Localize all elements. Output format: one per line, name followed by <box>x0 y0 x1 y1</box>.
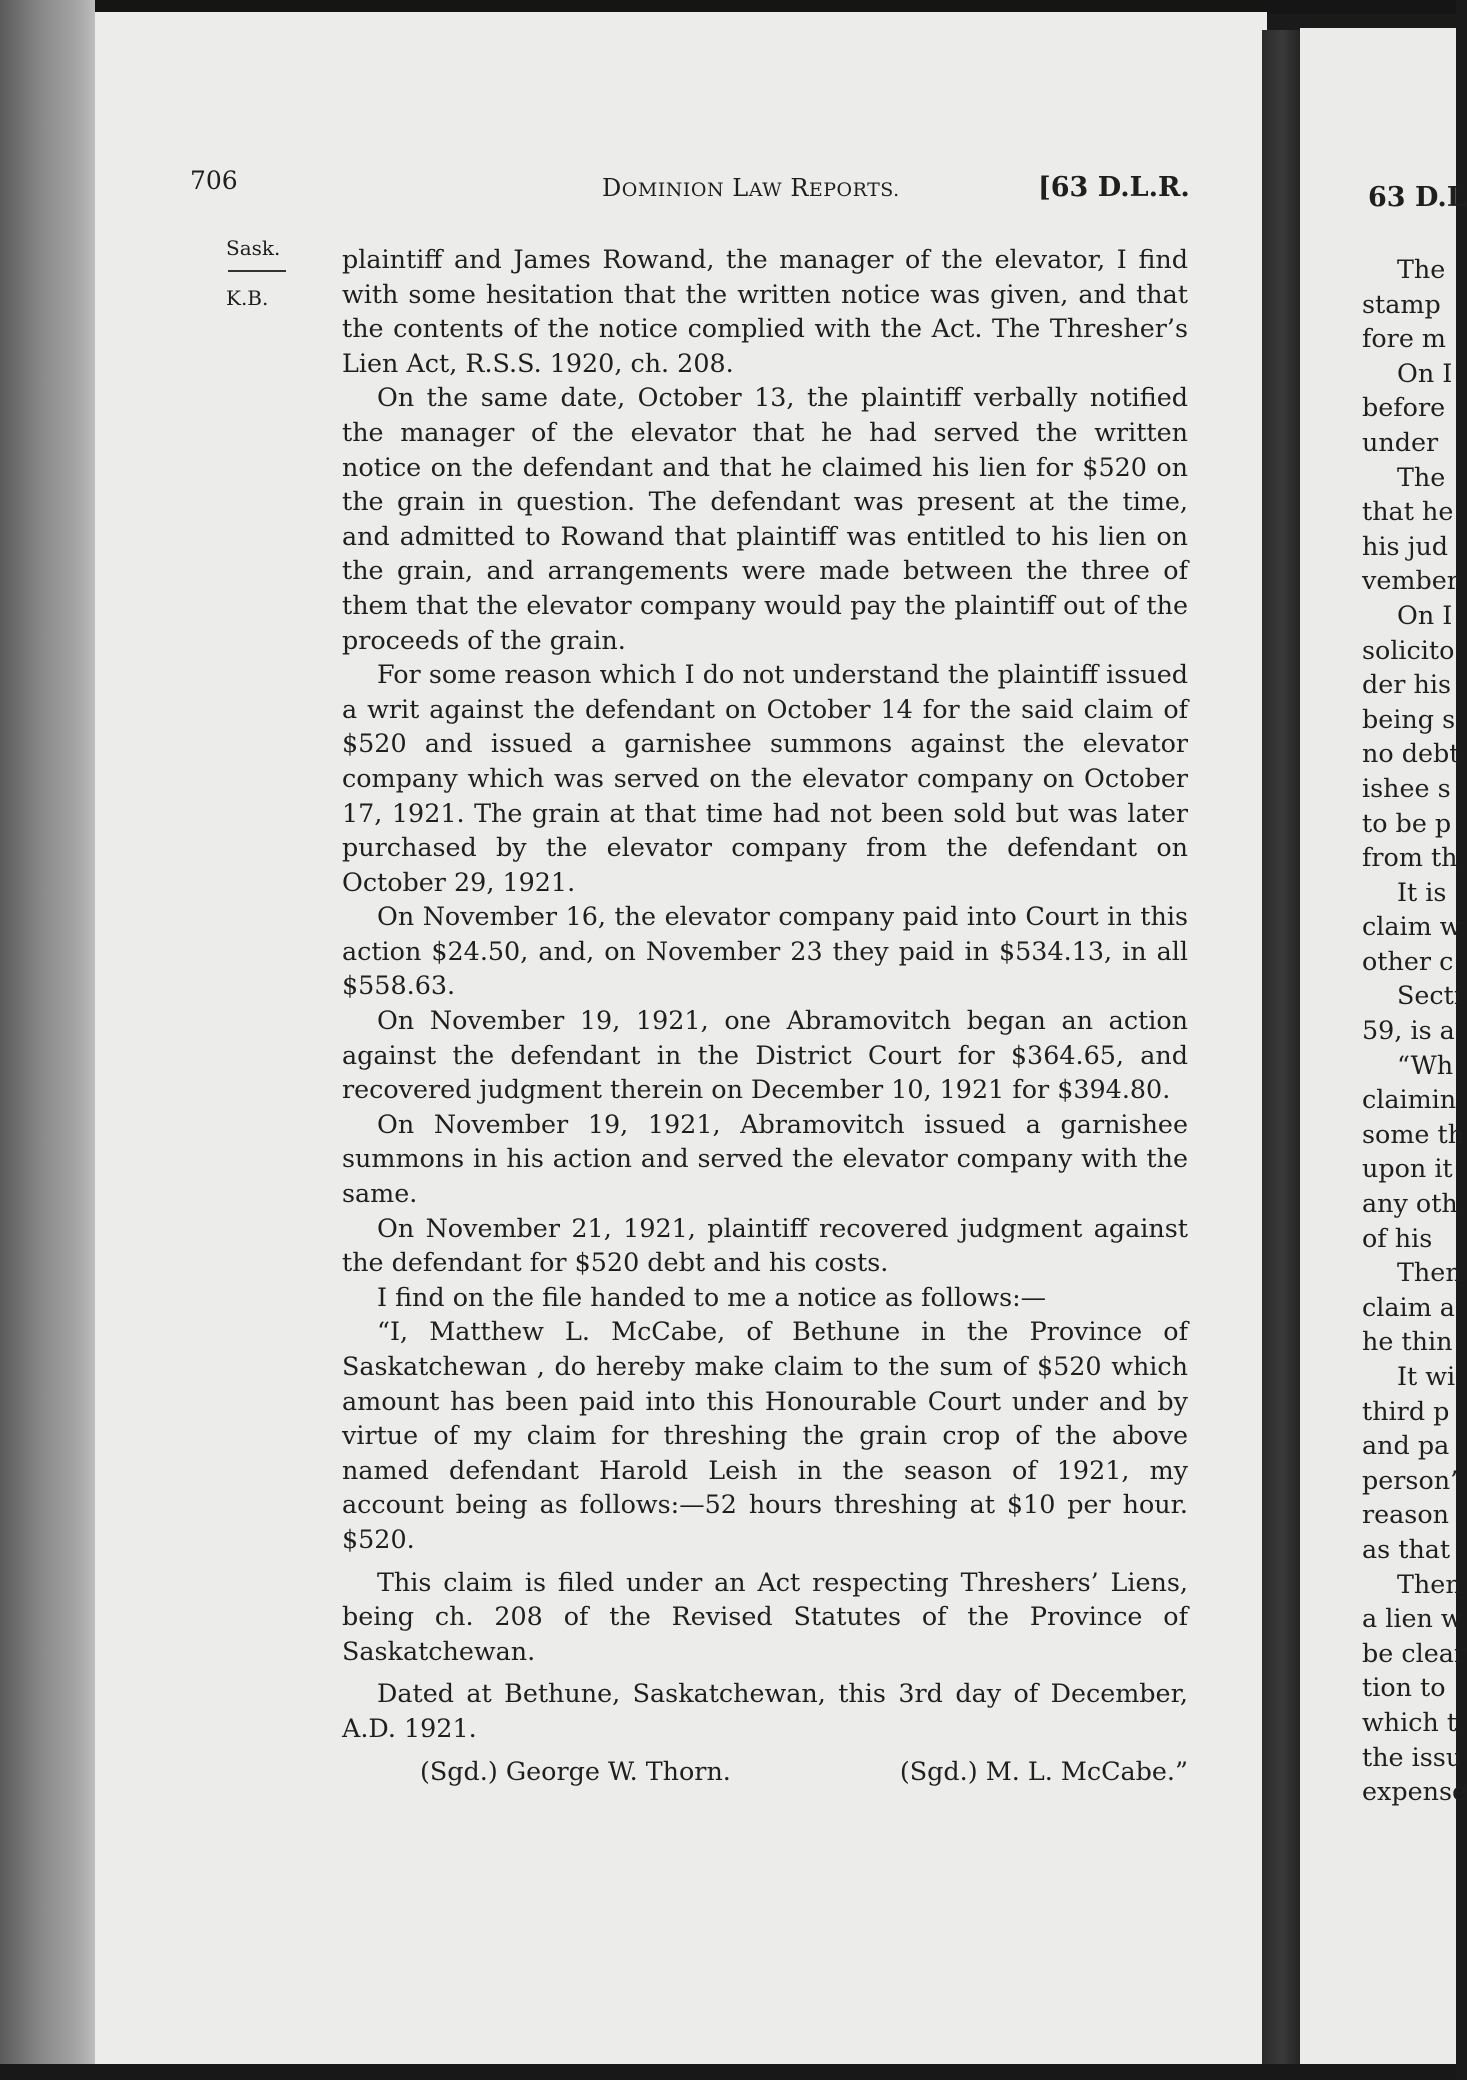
book-spine <box>0 0 95 2080</box>
running-title-initial: D <box>602 174 622 202</box>
paragraph: On the same date, October 13, the plaintiff verbally notified the manager of the elevator that he had served the written notice on the defendant and that he claimed his lien for $520 on the grain in question. The defendant was present at the time, and admitted to Rowand that plaintiff was entitled to his lien on the grain, and arrangements were made between the three of them that the elevator company would pay the plaintiff out of the proceeds of the grain. <box>342 382 1188 655</box>
book-gutter <box>1262 30 1302 2070</box>
facing-page-line: tion to <box>1362 1672 1446 1703</box>
facing-page-line: Then <box>1397 1568 1462 1599</box>
page-number: 706 <box>190 166 238 195</box>
running-title-smallcaps: OMINION <box>621 179 725 201</box>
running-title-initial: R <box>790 174 809 202</box>
facing-page-text <box>1362 252 1467 1809</box>
volume-reference: [63 D.L.R. <box>1038 172 1190 203</box>
facing-page-line: On I <box>1397 599 1453 630</box>
facing-page-line: stamp <box>1362 288 1441 319</box>
scan-bottom-edge <box>0 2064 1456 2080</box>
facing-page-line: claim a <box>1362 1291 1455 1322</box>
claimant-signature: (Sgd.) M. L. McCabe.” <box>899 1755 1188 1786</box>
facing-page-line: It wi <box>1397 1361 1456 1391</box>
paragraph: plaintiff and James Rowand, the manager of the elevator, I find with some hesitation that the written notice was given, and that the contents of the notice complied with the Act. The Thresher’s Lien Act, R.S.S. 1920, ch. 208. <box>342 244 1188 378</box>
facing-page-line: third p <box>1362 1395 1450 1426</box>
facing-page-line: On I <box>1397 357 1453 388</box>
quoted-notice-date: Dated at Bethune, Saskatchewan, this 3rd day of December, A.D. 1921. <box>342 1678 1188 1743</box>
margin-note-court: Sask. <box>226 236 281 260</box>
facing-page-line: expense <box>1362 1776 1467 1807</box>
facing-page-line: of his <box>1362 1222 1433 1253</box>
facing-page-line: claimin <box>1362 1084 1457 1115</box>
facing-page-line: der his <box>1362 669 1451 700</box>
facing-page-line: The <box>1397 461 1446 492</box>
facing-page-line: “Wh <box>1397 1049 1454 1080</box>
witness-signature: (Sgd.) George W. Thorn. <box>420 1755 731 1786</box>
running-title-smallcaps: EPORTS. <box>808 179 900 201</box>
facing-page-line: being s <box>1362 703 1456 734</box>
facing-page-line: fore m <box>1362 323 1446 354</box>
facing-page-line: 59, is a <box>1362 1015 1455 1046</box>
paragraph: On November 19, 1921, one Abramovitch began an action against the defendant in the District Court for $364.65, and recovered judgment therein on December 10, 1921 for $394.80. <box>342 1005 1188 1105</box>
signature-row <box>342 1754 1188 1789</box>
facing-page-line: ishee s <box>1362 772 1451 803</box>
facing-page-line: some th <box>1362 1118 1465 1149</box>
facing-page-line: The <box>1397 254 1446 284</box>
facing-page-line: any oth <box>1362 1188 1458 1219</box>
quoted-notice: This claim is filed under an Act respecting Threshers’ Liens, being ch. 208 of the Revised Statutes of the Province of Saskatchewan. <box>342 1566 1188 1666</box>
facing-page-line: and pa <box>1362 1430 1450 1461</box>
facing-page-line: upon it <box>1362 1153 1453 1184</box>
facing-page-line: the issu <box>1362 1741 1463 1772</box>
facing-page-line: It is <box>1397 876 1447 907</box>
running-title-initial: L <box>732 174 749 202</box>
facing-page-line: he thin <box>1362 1326 1453 1357</box>
facing-page-line: his jud <box>1362 530 1449 561</box>
facing-page-line: under <box>1362 426 1439 457</box>
paragraph: For some reason which I do not understand the plaintiff issued a writ against the defendant on October 14 for the said claim of $520 and issued a garnishee summons against the elevator company which was served on the elevator company on October 17, 1921. The grain at that time had not been sold but was later purchased by the elevator company from the defendant on October 29, 1921. <box>342 659 1188 897</box>
running-title-smallcaps: AW <box>748 179 783 201</box>
facing-page-line: to be p <box>1362 807 1452 838</box>
judgment-text <box>342 242 1188 1788</box>
paragraph: On November 19, 1921, Abramovitch issued a garnishee summons in his action and served the elevator company with the same. <box>342 1108 1188 1209</box>
paragraph: On November 21, 1921, plaintiff recovered judgment against the defendant for $520 debt and his costs. <box>342 1212 1188 1278</box>
facing-page-line: that he <box>1362 496 1454 527</box>
facing-page-line: solicito <box>1362 634 1455 665</box>
paragraph: I find on the file handed to me a notice as follows:— <box>377 1281 1047 1312</box>
facing-page-line: claim w <box>1362 911 1462 942</box>
facing-page-line: vember <box>1362 565 1459 596</box>
facing-page-line: Secti <box>1397 980 1462 1011</box>
quoted-notice: “I, Matthew L. McCabe, of Bethune in the Province of Saskatchewan , do hereby make claim to the sum of $520 which amount has been paid into this Honourable Court under and by virtue of my claim for threshing the grain crop of the above named defendant Harold Leish in the season of 1921, my account being as follows:—52 hours threshing at $10 per hour. $520. <box>342 1316 1188 1554</box>
margin-rule <box>228 270 286 272</box>
facing-page-line: a lien w <box>1362 1603 1463 1634</box>
facing-page-line: Then <box>1397 1257 1462 1288</box>
facing-page-line: as that <box>1362 1533 1451 1564</box>
facing-page-line: before <box>1362 392 1446 423</box>
facing-page-line: person’ <box>1362 1464 1459 1495</box>
facing-page-line: from th <box>1362 842 1458 873</box>
facing-page-line: other c <box>1362 945 1454 976</box>
facing-page-line: reason <box>1362 1499 1449 1530</box>
facing-page-line: no debt <box>1362 738 1460 769</box>
facing-page-line: be clear <box>1362 1637 1466 1668</box>
margin-note-division: K.B. <box>226 286 269 310</box>
facing-page-head: 63 D.L <box>1368 182 1466 213</box>
paragraph: On November 16, the elevator company paid into Court in this action $24.50, and, on November 23 they paid in $534.13, in all $558.63. <box>342 901 1188 1001</box>
running-title <box>602 174 900 202</box>
facing-page-line: which t <box>1362 1706 1458 1737</box>
